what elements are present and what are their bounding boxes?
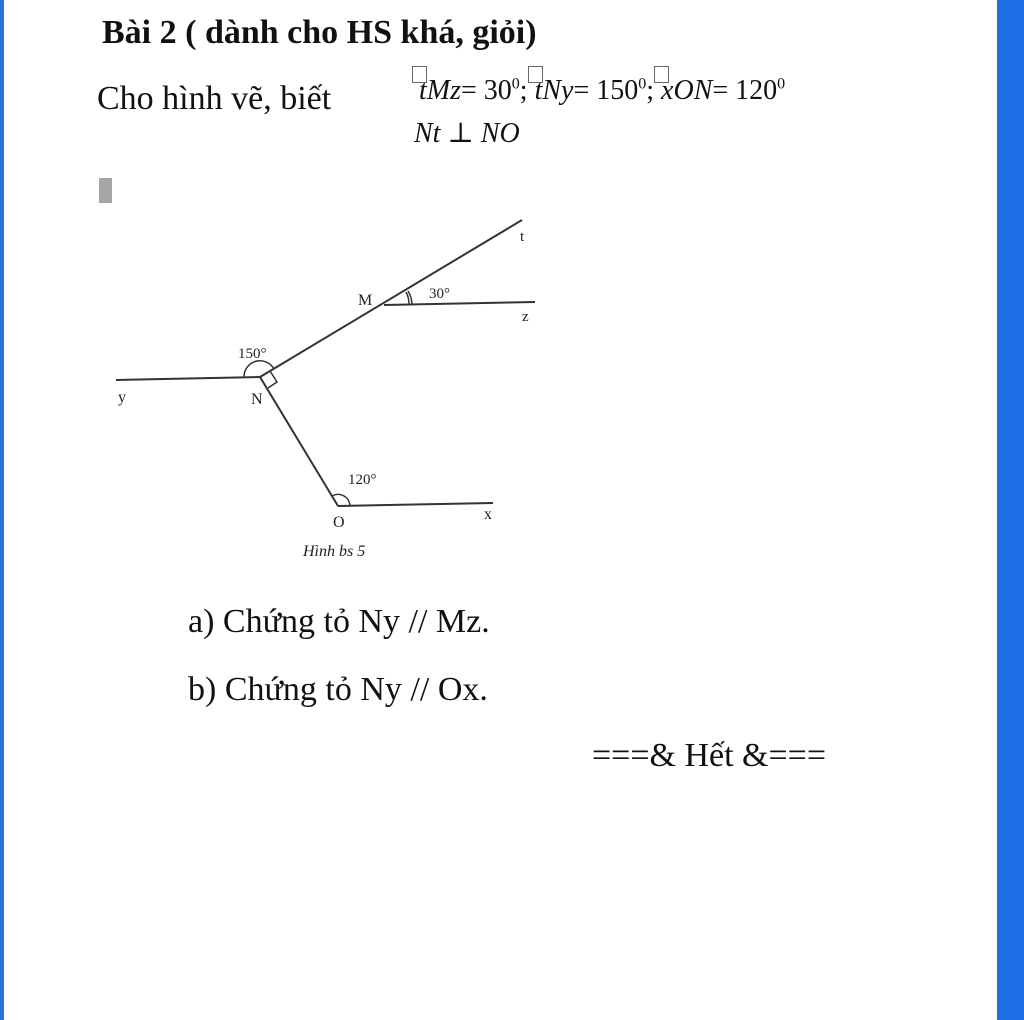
- problem-title: Bài 2 ( dành cho HS khá, giỏi): [102, 14, 537, 51]
- right-scroll-strip[interactable]: [997, 0, 1024, 1020]
- label-angle-N: 150°: [238, 346, 267, 362]
- label-angle-O: 120°: [348, 472, 377, 488]
- question-b: b) Chứng tỏ Ny // Ox.: [188, 671, 488, 708]
- formula-separator-1: ;: [519, 75, 528, 106]
- angle-tNy-value: = 150: [573, 75, 639, 106]
- angle-tMz-degree: 0: [511, 75, 520, 93]
- angle-tMz-name: tMz: [419, 75, 461, 106]
- label-angle-M: 30°: [429, 286, 450, 302]
- ray-Nt: [260, 220, 522, 377]
- ray-Mz: [384, 302, 535, 305]
- end-marker: ===& Hết &===: [592, 737, 827, 774]
- perpendicular-condition: Nt ⊥ NO: [414, 118, 520, 149]
- angle-tNy-degree: 0: [638, 75, 647, 93]
- label-y: y: [118, 389, 126, 406]
- problem-intro: Cho hình vẽ, biết: [97, 80, 332, 117]
- figure-caption: Hình bs 5: [303, 543, 366, 560]
- angle-xON-value: = 120: [712, 75, 778, 106]
- ray-Ox: [338, 503, 493, 506]
- label-N: N: [251, 391, 263, 408]
- segment-NO: [260, 377, 338, 506]
- left-border: [0, 0, 4, 1020]
- formula-separator-2: ;: [646, 75, 655, 106]
- gray-marker: [99, 178, 112, 203]
- label-M: M: [358, 292, 373, 309]
- angle-tMz-value: = 30: [461, 75, 512, 106]
- angle-xON-degree: 0: [777, 75, 786, 93]
- label-O: O: [333, 514, 345, 531]
- question-a: a) Chứng tỏ Ny // Mz.: [188, 603, 490, 640]
- label-z: z: [522, 309, 529, 325]
- label-x: x: [484, 506, 492, 523]
- angle-arc-N: [244, 361, 274, 377]
- ray-Ny: [116, 377, 260, 380]
- angle-xON-name: xON: [661, 75, 713, 106]
- angle-arc-M: [406, 292, 409, 304]
- geometry-figure: [100, 205, 570, 575]
- given-angles-formula: [412, 66, 785, 107]
- label-t: t: [520, 229, 525, 245]
- right-angle-mark: [268, 371, 277, 388]
- angle-tNy-name: tNy: [534, 75, 574, 106]
